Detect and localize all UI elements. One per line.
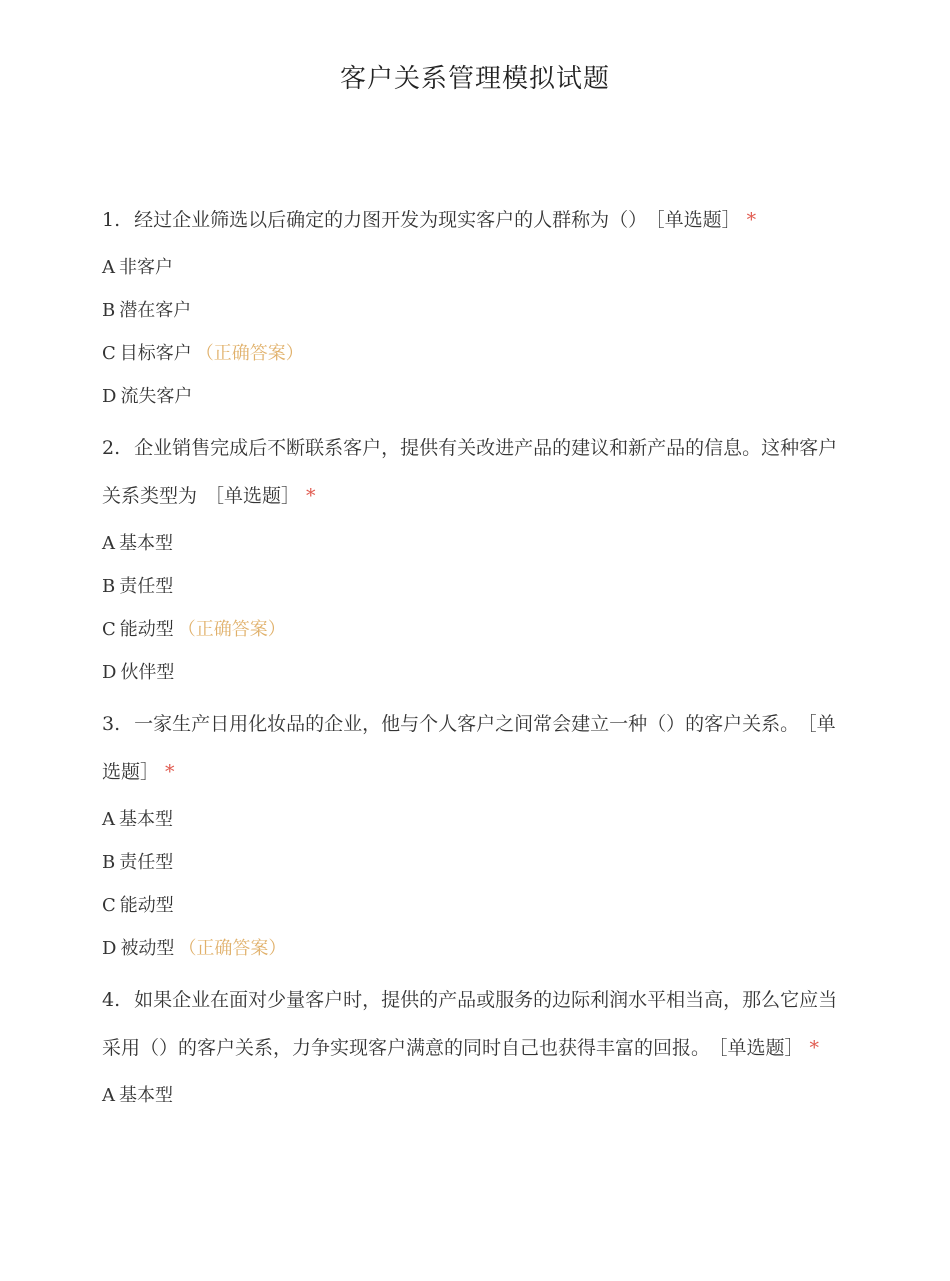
option-d xyxy=(102,927,842,970)
option-letter: A xyxy=(102,809,115,830)
question-number: 3. xyxy=(102,713,121,735)
question-type: ［单选题］ xyxy=(205,485,301,507)
option-letter: C xyxy=(102,895,116,916)
question-type: ［单选题］ xyxy=(655,209,741,231)
question-2 xyxy=(102,424,842,694)
option-letter: C xyxy=(102,619,116,640)
question-type: ［单选题］ xyxy=(718,1037,804,1059)
option-b xyxy=(102,565,842,608)
option-d xyxy=(102,375,842,418)
question-number: 4. xyxy=(102,989,121,1011)
option-letter: B xyxy=(102,852,116,873)
option-text: 流失客户 xyxy=(120,386,193,407)
correct-answer-tag: （正确答案） xyxy=(177,619,286,640)
option-c xyxy=(102,884,842,927)
option-letter: A xyxy=(102,533,115,554)
option-text: 潜在客户 xyxy=(119,300,192,321)
option-letter: C xyxy=(102,343,116,364)
option-c xyxy=(102,332,842,375)
option-d xyxy=(102,651,842,694)
question-text: 如果企业在面对少量客户时，提供的产品或服务的边际利润水平相当高，那么它应当采用（）的客户关系，力争实现客户满意的同时自己也获得丰富的回报。 xyxy=(102,989,838,1059)
correct-answer-tag: （正确答案） xyxy=(178,938,287,959)
question-text: 一家生产日用化妆品的企业，他与个人客户之间常会建立一种（）的客户关系。 xyxy=(134,713,800,735)
option-letter: B xyxy=(102,300,116,321)
option-letter: D xyxy=(102,938,117,959)
question-3 xyxy=(102,700,842,970)
question-text: 经过企业筛选以后确定的力图开发为现实客户的人群称为（） xyxy=(134,209,648,231)
option-letter: A xyxy=(102,1085,115,1106)
question-list xyxy=(102,196,842,1123)
option-text: 基本型 xyxy=(119,809,173,830)
required-mark: * xyxy=(306,485,316,507)
question-stem xyxy=(102,700,842,796)
option-letter: D xyxy=(102,662,117,683)
question-number: 2. xyxy=(102,437,121,459)
option-text: 目标客户 xyxy=(119,343,192,364)
option-text: 基本型 xyxy=(119,1085,173,1106)
option-b xyxy=(102,841,842,884)
option-letter: D xyxy=(102,386,117,407)
question-1 xyxy=(102,196,842,418)
option-a xyxy=(102,246,842,289)
question-4 xyxy=(102,976,842,1117)
question-text: 企业销售完成后不断联系客户，提供有关改进产品的建议和新产品的信息。这种客户关系类型为 xyxy=(102,437,838,507)
option-a xyxy=(102,522,842,565)
option-text: 能动型 xyxy=(119,895,174,916)
option-text: 责任型 xyxy=(119,576,174,597)
option-text: 基本型 xyxy=(119,533,173,554)
option-c xyxy=(102,608,842,651)
option-text: 伙伴型 xyxy=(120,662,175,683)
option-text: 非客户 xyxy=(119,257,173,278)
question-stem xyxy=(102,196,842,244)
required-mark: * xyxy=(809,1037,820,1059)
correct-answer-tag: （正确答案） xyxy=(195,343,304,364)
option-text: 被动型 xyxy=(120,938,175,959)
option-a xyxy=(102,1074,842,1117)
required-mark: * xyxy=(165,761,175,783)
required-mark: * xyxy=(746,209,757,231)
option-b xyxy=(102,289,842,332)
question-stem xyxy=(102,976,842,1072)
option-text: 能动型 xyxy=(119,619,174,640)
option-a xyxy=(102,798,842,841)
document-title: 客户关系管理模拟试题 xyxy=(339,64,610,94)
question-stem xyxy=(102,424,842,520)
option-text: 责任型 xyxy=(119,852,174,873)
option-letter: B xyxy=(102,576,116,597)
option-letter: A xyxy=(102,257,115,278)
question-number: 1. xyxy=(102,209,121,231)
question-type: ［单选题］ xyxy=(102,713,836,783)
